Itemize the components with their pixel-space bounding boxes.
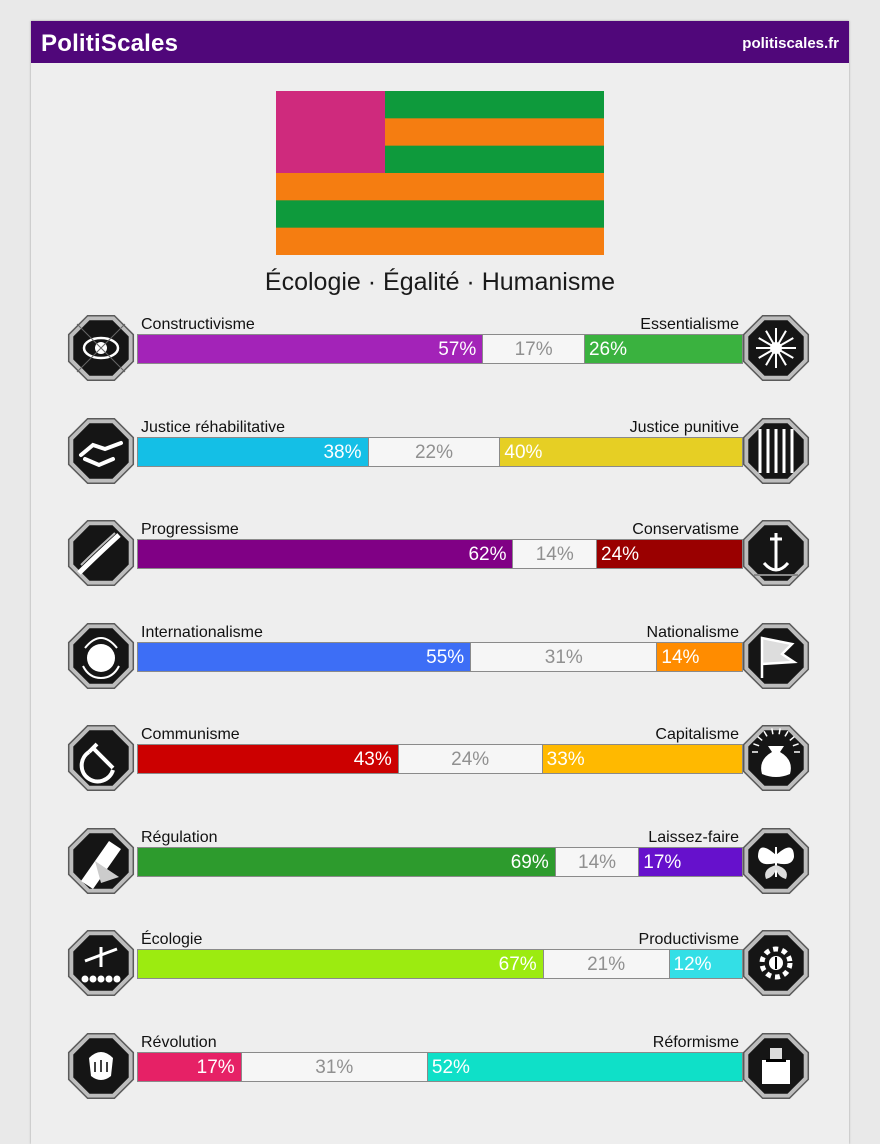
axis-bar <box>137 334 743 364</box>
axis-row <box>31 316 849 396</box>
axis-left-label: Communisme <box>141 726 240 743</box>
prison-bars-icon <box>740 415 812 487</box>
axis-left-segment: 57% <box>138 335 482 363</box>
app-header <box>31 21 849 63</box>
globe-icon <box>65 620 137 692</box>
result-flag <box>276 91 604 255</box>
flag-motto: Écologie · Égalité · Humanisme <box>264 268 616 296</box>
flag-icon <box>740 620 812 692</box>
fist-icon <box>65 1030 137 1102</box>
axis-right-segment: 17% <box>639 848 742 876</box>
axis-bar <box>137 847 743 877</box>
axis-left-segment: 17% <box>138 1053 241 1081</box>
axis-left-label: Régulation <box>141 828 218 846</box>
axis-neutral-segment: 17% <box>482 335 585 363</box>
axis-neutral-segment: 24% <box>398 745 543 773</box>
axis-neutral-segment: 14% <box>555 848 640 876</box>
axis-bar <box>137 642 743 672</box>
ballot-box-icon <box>740 1030 812 1102</box>
axis-row <box>31 624 849 704</box>
hammer-sickle-icon <box>65 722 137 794</box>
axis-right-segment: 52% <box>428 1053 742 1081</box>
axis-right-label: Laissez-faire <box>648 828 739 846</box>
axis-right-label: Capitalisme <box>655 726 739 743</box>
axis-neutral-segment: 31% <box>470 643 657 671</box>
axis-left-segment: 67% <box>138 950 543 978</box>
axis-left-segment: 38% <box>138 438 368 466</box>
axis-right-label: Productivisme <box>638 931 739 948</box>
axis-bar <box>137 744 743 774</box>
axis-bar <box>137 539 743 569</box>
axis-right-segment: 12% <box>670 950 742 978</box>
butterfly-icon <box>740 825 812 897</box>
axis-right-label: Essentialisme <box>640 316 739 333</box>
axis-right-segment: 24% <box>597 540 742 568</box>
axis-bar <box>137 1052 743 1082</box>
handshake-icon <box>65 415 137 487</box>
axis-neutral-segment: 14% <box>512 540 597 568</box>
flower-icon <box>740 312 812 384</box>
axis-left-label: Justice réhabilitative <box>141 418 286 436</box>
axis-left-segment: 43% <box>138 745 398 773</box>
axis-right-label: Conservatisme <box>632 521 739 538</box>
axis-right-segment: 26% <box>585 335 742 363</box>
axis-row <box>31 829 849 909</box>
axis-row <box>31 931 849 1011</box>
axis-right-label: Nationalisme <box>646 623 739 641</box>
eye-icon <box>65 312 137 384</box>
axis-row <box>31 1034 849 1114</box>
axis-left-segment: 55% <box>138 643 470 671</box>
axis-left-label: Internationalisme <box>141 623 263 641</box>
brand-title[interactable]: PolitiScales <box>41 30 179 57</box>
axis-bar <box>137 437 743 467</box>
site-url[interactable]: politiscales.fr <box>742 35 839 52</box>
comet-icon <box>65 517 137 589</box>
axis-neutral-segment: 31% <box>241 1053 428 1081</box>
axis-neutral-segment: 21% <box>543 950 670 978</box>
axis-left-label: Écologie <box>141 931 203 948</box>
axis-row <box>31 521 849 601</box>
tree-icon <box>65 927 137 999</box>
axis-row <box>31 419 849 499</box>
axis-right-segment: 40% <box>500 438 742 466</box>
axis-left-label: Progressisme <box>141 521 239 538</box>
axis-left-segment: 69% <box>138 848 555 876</box>
axis-neutral-segment: 22% <box>368 438 501 466</box>
axis-left-label: Constructivisme <box>141 316 255 333</box>
gear-icon <box>740 927 812 999</box>
axis-left-segment: 62% <box>138 540 512 568</box>
result-card <box>31 21 849 1144</box>
anchor-icon <box>740 517 812 589</box>
axis-bar <box>137 949 743 979</box>
axis-right-label: Justice punitive <box>629 418 739 436</box>
money-bag-icon <box>740 722 812 794</box>
axis-right-label: Réformisme <box>652 1033 739 1051</box>
axis-row <box>31 726 849 806</box>
ruler-icon <box>65 825 137 897</box>
axis-left-label: Révolution <box>141 1033 217 1051</box>
axis-right-segment: 33% <box>543 745 742 773</box>
axis-right-segment: 14% <box>657 643 742 671</box>
